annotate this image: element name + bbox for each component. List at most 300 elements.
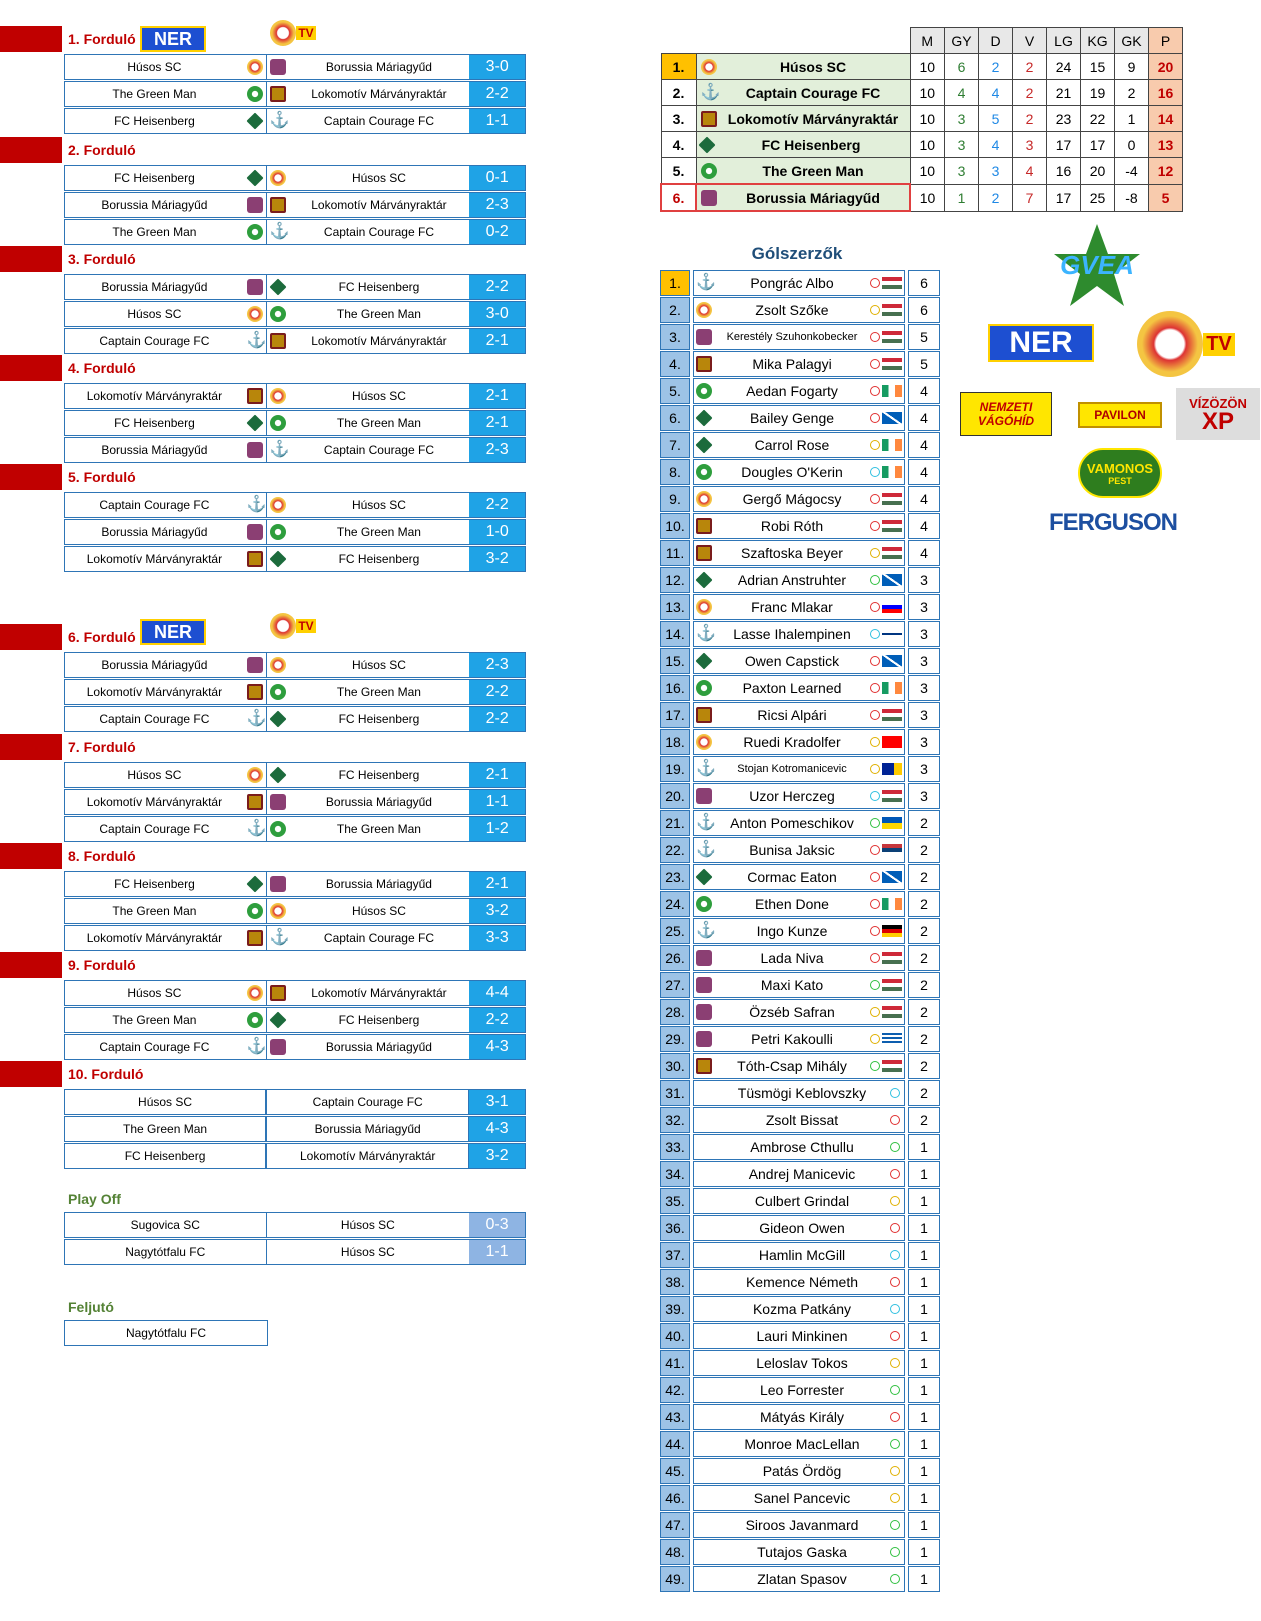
home-team: Sugovica SC [65, 1213, 267, 1237]
scorer-cell [693, 648, 905, 674]
heisen-crest-icon [269, 711, 286, 728]
status-dot-icon [890, 1412, 900, 1422]
scorer-cell [693, 864, 905, 890]
scorer-goals: 2 [908, 999, 940, 1025]
heisen-crest-icon [246, 415, 263, 432]
scorer-row [660, 837, 940, 863]
status-dot-icon [870, 818, 880, 828]
home-team: Borussia Máriagyűd [101, 280, 208, 294]
match-row [64, 652, 526, 678]
scorer-crest [694, 842, 714, 858]
lokomotiv-crest-icon [247, 794, 263, 810]
scorer-cell [693, 1566, 905, 1592]
match-row [64, 762, 526, 788]
home-team: Lokomotív Márványraktár [86, 795, 223, 809]
scorer-row [660, 297, 940, 323]
scorer-crest [694, 788, 714, 804]
green-crest-icon [270, 821, 286, 837]
ie-flag-icon [882, 385, 902, 397]
status-dot-icon [870, 872, 880, 882]
heisen-crest-icon [696, 869, 713, 886]
stat-lg: 16 [1047, 158, 1081, 185]
standings-team [696, 80, 910, 106]
empty-crest [696, 1301, 712, 1317]
scorer-crest [694, 1409, 714, 1425]
scorer-name: Tóth-Csap Mihály [737, 1058, 847, 1074]
lokomotiv-crest-icon [270, 197, 286, 213]
scorer-crest [694, 1328, 714, 1344]
match-row [64, 546, 526, 572]
status-dot-icon [890, 1223, 900, 1233]
status-dot-icon [890, 1169, 900, 1179]
stat-v: 4 [1013, 158, 1047, 185]
scorer-row [660, 1242, 940, 1268]
green-crest-icon [696, 680, 712, 696]
scorer-cell [693, 378, 905, 404]
captain-crest-icon: ⚓ [246, 496, 267, 513]
promoted-team: Nagytótfalu FC [64, 1320, 268, 1346]
scorer-name: Gideon Owen [759, 1220, 845, 1236]
scorer-name: Robi Róth [760, 518, 824, 534]
status-dot-icon [870, 575, 880, 585]
scorer-goals: 1 [908, 1512, 940, 1538]
match-score: 2-2 [469, 493, 525, 517]
borussia-crest-icon [270, 794, 286, 810]
match-row [64, 383, 526, 409]
status-dot-icon [890, 1196, 900, 1206]
standings-col-header: M [910, 28, 945, 54]
away-crest [267, 899, 289, 923]
status-dot-icon [870, 953, 880, 963]
match-score: 2-3 [469, 653, 525, 677]
scorer-name: Ambrose Cthullu [750, 1139, 854, 1155]
home-crest [244, 707, 267, 731]
husos-crest-icon [696, 491, 712, 507]
status-dot-icon [870, 899, 880, 909]
lokomotiv-crest-icon [696, 518, 712, 534]
husos-crest-icon [696, 302, 712, 318]
away-crest [267, 1008, 289, 1032]
scorer-rank: 13. [660, 594, 690, 620]
scorer-crest [694, 1139, 714, 1155]
match-row [64, 81, 526, 107]
scorer-cell [693, 351, 905, 377]
scorer-row [660, 1026, 940, 1052]
scorer-cell [693, 1188, 905, 1214]
ie-flag-icon [882, 682, 902, 694]
away-team: FC Heisenberg [338, 1013, 420, 1027]
husos-crest-icon [701, 59, 717, 75]
home-team: Captain Courage FC [99, 334, 210, 348]
away-team: Captain Courage FC [323, 443, 434, 457]
vizozon-logo: VÍZÖZÖN XP [1176, 388, 1260, 440]
captain-crest-icon: ⚓ [269, 441, 290, 458]
team-name: Húsos SC [779, 58, 847, 75]
away-team: Lokomotív Márványraktár [311, 986, 447, 1000]
scorer-crest [694, 1058, 714, 1074]
round-title: 1. Forduló [68, 31, 136, 47]
scorer-crest [694, 1112, 714, 1128]
match-score: 3-1 [469, 1090, 525, 1114]
scorer-crest [694, 655, 714, 667]
sc-flag-icon [882, 655, 902, 667]
match-row [64, 789, 526, 815]
standings-col-header: V [1013, 28, 1047, 54]
match-row [64, 1143, 526, 1169]
scorer-crest [694, 1166, 714, 1182]
away-crest [267, 109, 289, 133]
scorer-name: Monroe MacLellan [744, 1436, 860, 1452]
ch-flag-icon [882, 736, 902, 748]
scorer-crest [694, 1247, 714, 1263]
home-team: The Green Man [112, 904, 197, 918]
scorer-row [660, 351, 940, 377]
away-crest [267, 926, 289, 950]
scorer-row [660, 486, 940, 512]
ua-flag-icon [882, 817, 902, 829]
scorer-row [660, 702, 940, 728]
scorer-name: Zlatan Spasov [757, 1571, 847, 1587]
scorer-cell [693, 486, 905, 512]
captain-crest-icon: ⚓ [696, 814, 716, 831]
scorer-name: Özséb Safran [749, 1004, 835, 1020]
scorer-name: Paxton Learned [742, 680, 842, 696]
green-crest-icon [696, 383, 712, 399]
scorer-row [660, 675, 940, 701]
round-marker [0, 355, 62, 381]
away-team: Lokomotív Márványraktár [311, 198, 447, 212]
scorer-rank: 21. [660, 810, 690, 836]
status-dot-icon [890, 1466, 900, 1476]
scorer-goals: 1 [908, 1134, 940, 1160]
away-crest [267, 680, 289, 704]
round-marker [0, 734, 62, 760]
scorer-rank: 40. [660, 1323, 690, 1349]
home-crest [244, 790, 267, 814]
team-name: Captain Courage FC [745, 84, 881, 101]
scorer-name: Uzor Herczeg [749, 788, 835, 804]
scorer-goals: 5 [908, 324, 940, 350]
away-team: Borussia Máriagyűd [325, 877, 432, 891]
away-team: Captain Courage FC [323, 225, 434, 239]
scorer-rank: 26. [660, 945, 690, 971]
lokomotiv-crest-icon [696, 356, 712, 372]
away-team: The Green Man [336, 307, 421, 321]
scorer-rank: 35. [660, 1188, 690, 1214]
scorer-goals: 2 [908, 1107, 940, 1133]
scorer-crest [694, 545, 714, 561]
scorer-rank: 37. [660, 1242, 690, 1268]
scorer-goals: 4 [908, 432, 940, 458]
scorer-cell [693, 783, 905, 809]
stat-p: 16 [1149, 80, 1183, 106]
standings-rank: 5. [661, 158, 696, 185]
scorer-cell [693, 270, 905, 296]
match-score: 2-1 [469, 872, 525, 896]
lokomotiv-crest-icon [247, 930, 263, 946]
home-team: Captain Courage FC [99, 822, 210, 836]
stat-lg: 21 [1047, 80, 1081, 106]
scorer-row [660, 1053, 940, 1079]
round-title: 5. Forduló [68, 469, 136, 485]
husos-crest-icon [247, 767, 263, 783]
scorer-cell [693, 675, 905, 701]
scorer-name: Gergő Mágocsy [742, 491, 842, 507]
green-crest-icon [270, 306, 286, 322]
scorer-goals: 2 [908, 1053, 940, 1079]
scorer-rank: 6. [660, 405, 690, 431]
scorer-crest [694, 1544, 714, 1560]
scorer-rank: 48. [660, 1539, 690, 1565]
away-crest [267, 1035, 289, 1059]
standings-table [660, 27, 1183, 212]
empty-crest [696, 1139, 712, 1155]
scorer-name: Lauri Minkinen [756, 1328, 848, 1344]
borussia-crest-icon [696, 950, 712, 966]
scorer-goals: 2 [908, 1026, 940, 1052]
scorer-goals: 6 [908, 270, 940, 296]
match-score: 3-0 [469, 302, 525, 326]
match-score: 0-1 [469, 166, 525, 190]
home-team: The Green Man [65, 1117, 266, 1141]
round-title: 9. Forduló [68, 957, 136, 973]
captain-crest-icon: ⚓ [696, 841, 716, 858]
lokomotiv-crest-icon [270, 985, 286, 1001]
scorer-rank: 39. [660, 1296, 690, 1322]
rs-flag-icon [882, 844, 902, 856]
standings-team [696, 184, 910, 211]
scorer-cell [693, 972, 905, 998]
scorer-crest [694, 1031, 714, 1047]
scorer-goals: 1 [908, 1296, 940, 1322]
scorer-rank: 1. [660, 270, 690, 296]
captain-crest-icon: ⚓ [246, 710, 267, 727]
green-crest-icon [247, 903, 263, 919]
scorer-name: Kozma Patkány [752, 1301, 852, 1317]
scorer-row [660, 1269, 940, 1295]
home-team: FC Heisenberg [65, 1144, 266, 1168]
captain-crest-icon: ⚓ [696, 274, 716, 291]
scorer-row [660, 918, 940, 944]
scorer-name: Culbert Grindal [754, 1193, 850, 1209]
scorer-goals: 2 [908, 864, 940, 890]
status-dot-icon [870, 494, 880, 504]
standings-row [661, 80, 1183, 106]
husos-crest-icon [247, 306, 263, 322]
husos-crest-icon [270, 903, 286, 919]
scorer-row [660, 1539, 940, 1565]
stat-d: 3 [979, 158, 1013, 185]
away-team: FC Heisenberg [338, 552, 420, 566]
status-dot-icon [870, 467, 880, 477]
home-crest [244, 55, 267, 79]
scorer-rank: 29. [660, 1026, 690, 1052]
scorer-rank: 24. [660, 891, 690, 917]
away-crest [267, 653, 289, 677]
scorer-name: Franc Mlakar [751, 599, 833, 615]
match-score: 2-1 [469, 384, 525, 408]
nemzeti-vagohid-logo: NEMZETI VÁGÓHÍD [960, 392, 1052, 436]
status-dot-icon [890, 1520, 900, 1530]
heisen-crest-icon [269, 767, 286, 784]
status-dot-icon [870, 629, 880, 639]
scorer-name: Owen Capstick [744, 653, 840, 669]
stat-gy: 4 [945, 80, 979, 106]
away-team: The Green Man [336, 416, 421, 430]
scorer-cell [693, 540, 905, 566]
standings-col-header: GK [1115, 28, 1149, 54]
captain-crest-icon: ⚓ [696, 625, 716, 642]
scorer-row [660, 648, 940, 674]
scorer-goals: 3 [908, 729, 940, 755]
home-crest [244, 275, 267, 299]
home-team: Borussia Máriagyűd [101, 525, 208, 539]
scorer-crest [694, 356, 714, 372]
match-score: 2-1 [469, 411, 525, 435]
stat-v: 2 [1013, 80, 1047, 106]
match-row [64, 219, 526, 245]
standings-rank: 4. [661, 132, 696, 158]
away-team: Húsos SC [340, 1218, 395, 1232]
stat-d: 2 [979, 54, 1013, 80]
scorer-cell [693, 432, 905, 458]
stat-v: 3 [1013, 132, 1047, 158]
scorer-goals: 1 [908, 1539, 940, 1565]
scorer-crest [694, 491, 714, 507]
scorer-goals: 1 [908, 1350, 940, 1376]
stat-lg: 24 [1047, 54, 1081, 80]
scorer-goals: 1 [908, 1431, 940, 1457]
scorer-name: Zsolt Bissat [765, 1112, 839, 1128]
away-crest [267, 872, 289, 896]
scorer-goals: 1 [908, 1242, 940, 1268]
stat-p: 5 [1149, 184, 1183, 211]
stat-m: 10 [910, 80, 945, 106]
home-crest [244, 680, 267, 704]
status-dot-icon [870, 602, 880, 612]
scorer-crest [694, 977, 714, 993]
scorer-rank: 11. [660, 540, 690, 566]
match-score: 0-2 [469, 220, 525, 244]
status-dot-icon [890, 1358, 900, 1368]
stat-gk: -8 [1115, 184, 1149, 211]
hu-flag-icon [882, 331, 902, 343]
promoted-title: Feljutó [68, 1299, 114, 1315]
husos-crest-icon [270, 170, 286, 186]
round-title: 10. Forduló [68, 1066, 144, 1082]
stat-m: 10 [910, 132, 945, 158]
match-score: 1-1 [469, 790, 525, 814]
scorer-crest [694, 1463, 714, 1479]
scorer-cell [693, 1080, 905, 1106]
match-score: 2-1 [469, 763, 525, 787]
scorer-rank: 28. [660, 999, 690, 1025]
scorer-goals: 1 [908, 1566, 940, 1592]
scorer-goals: 4 [908, 540, 940, 566]
status-dot-icon [870, 278, 880, 288]
away-crest [267, 520, 289, 544]
playoff-title: Play Off [68, 1191, 121, 1207]
scorer-crest [694, 734, 714, 750]
home-crest [244, 329, 267, 353]
scorer-goals: 2 [908, 972, 940, 998]
standings-col-header: GY [945, 28, 979, 54]
scorer-rank: 30. [660, 1053, 690, 1079]
home-team: FC Heisenberg [114, 171, 195, 185]
tv-logo: TV [268, 18, 318, 48]
home-team: Borussia Máriagyűd [101, 443, 208, 457]
hu-flag-icon [882, 952, 902, 964]
scorer-goals: 1 [908, 1404, 940, 1430]
home-team: Lokomotív Márványraktár [86, 685, 223, 699]
scorer-goals: 1 [908, 1161, 940, 1187]
away-crest [267, 707, 289, 731]
status-dot-icon [890, 1439, 900, 1449]
away-team: Húsos SC [351, 658, 406, 672]
match-score: 1-1 [469, 109, 525, 133]
scorer-row [660, 432, 940, 458]
scorer-row [660, 540, 940, 566]
scorers-title: Gólszerzők [751, 244, 843, 263]
status-dot-icon [870, 656, 880, 666]
scorer-rank: 36. [660, 1215, 690, 1241]
round-marker [0, 1061, 62, 1087]
heisen-crest-icon [696, 437, 713, 454]
scorer-goals: 3 [908, 648, 940, 674]
scorer-cell [693, 1242, 905, 1268]
status-dot-icon [890, 1142, 900, 1152]
status-dot-icon [870, 980, 880, 990]
scorer-goals: 3 [908, 702, 940, 728]
match-row [64, 410, 526, 436]
scorer-cell [693, 918, 905, 944]
playoff-row [64, 1212, 526, 1238]
empty-crest [696, 1220, 712, 1236]
scorer-crest [694, 1382, 714, 1398]
standings-row [661, 158, 1183, 185]
captain-crest-icon: ⚓ [246, 332, 267, 349]
scorer-goals: 1 [908, 1269, 940, 1295]
husos-crest-icon [270, 657, 286, 673]
away-crest [267, 220, 289, 244]
scorer-row [660, 783, 940, 809]
team-name: The Green Man [762, 162, 864, 179]
match-score: 2-2 [469, 1008, 525, 1032]
away-team: Lokomotív Márványraktár [311, 334, 447, 348]
home-crest [244, 109, 267, 133]
sc-flag-icon [882, 871, 902, 883]
scorer-rank: 2. [660, 297, 690, 323]
match-row [64, 898, 526, 924]
away-team: Húsos SC [351, 904, 406, 918]
away-team: FC Heisenberg [338, 768, 420, 782]
stat-m: 10 [910, 106, 945, 132]
home-team: Húsos SC [127, 60, 182, 74]
home-crest [244, 926, 267, 950]
scorer-rank: 20. [660, 783, 690, 809]
scorer-row [660, 1107, 940, 1133]
scorer-rank: 47. [660, 1512, 690, 1538]
scorer-name: Szaftoska Beyer [741, 545, 843, 561]
match-score: 2-2 [469, 707, 525, 731]
scorer-rank: 7. [660, 432, 690, 458]
ner-logo-2: NER [140, 619, 206, 645]
match-row [64, 1007, 526, 1033]
scorer-name: Cormac Eaton [747, 869, 837, 885]
scorer-crest [694, 574, 714, 586]
scorer-rank: 4. [660, 351, 690, 377]
scorer-crest [694, 871, 714, 883]
